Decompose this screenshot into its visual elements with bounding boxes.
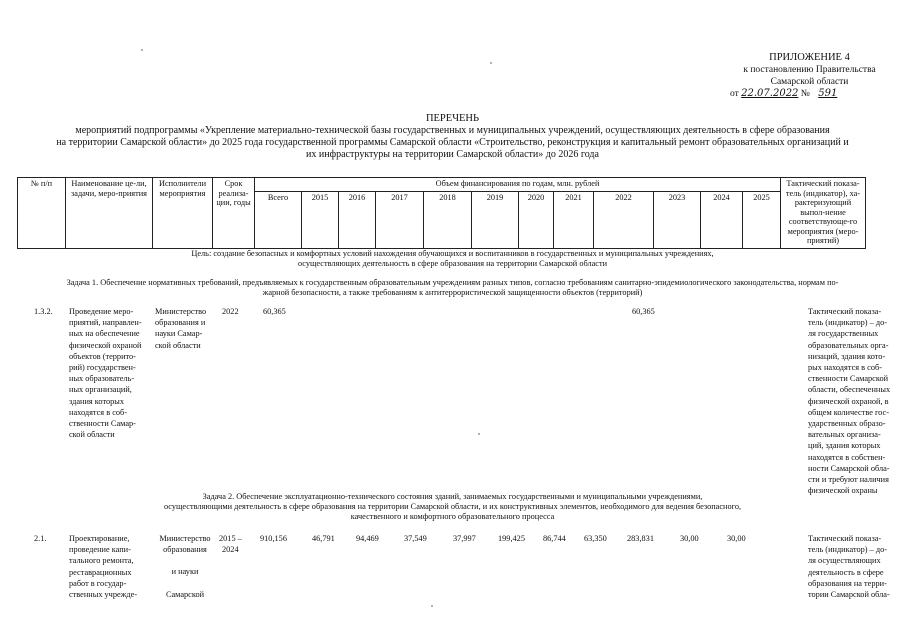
- col-year: 2019: [472, 191, 519, 248]
- row-2-1-value: 30,00: [727, 534, 746, 543]
- name-line: Проведение меро-: [69, 307, 134, 316]
- row-2-1-value: 283,831: [627, 534, 654, 543]
- col-name: Наименование це-ли, задачи, меро-приятия: [66, 178, 153, 249]
- goal-line1: Цель: создание безопасных и комфортных условий нахождения обучающихся и воспитанников в государственных и муниципальных учреждениях,: [191, 249, 714, 258]
- task1-line2: жарной безопасности, а также требованиям к антитеррористической защищенности объектов (территорий): [262, 288, 643, 297]
- goal-line2: осуществляющих деятельность в сфере образования на территории Самарской области: [297, 259, 608, 268]
- indicator-line: ля государственных: [808, 329, 879, 339]
- row-1-3-2-total: 60,365: [263, 307, 286, 316]
- row-1-3-2-indicator: [808, 306, 903, 496]
- indicator-line: вательных организа-: [808, 430, 881, 440]
- indicator-line: деятельность в сфере: [808, 567, 884, 577]
- col-indicator: Тактический показа-тель (индикатор), ха-рактеризующий выпол-нение соответствующе-го мероприятия (меро-приятий): [781, 178, 866, 249]
- col-year: 2017: [376, 191, 424, 248]
- indicator-line: образования на терри-: [808, 578, 887, 588]
- name-line: Проектирование,: [69, 534, 130, 543]
- indicator-line: общем количестве гос-: [808, 407, 889, 417]
- indicator-line: тории Самарской обла-: [808, 590, 890, 600]
- row-2-1-num: 2.1.: [34, 534, 47, 543]
- row-2-1-value: 199,425: [498, 534, 525, 543]
- col-year: 2022: [594, 191, 654, 248]
- col-year: 2018: [424, 191, 472, 248]
- indicator-line: низаций, здания кото-: [808, 351, 886, 361]
- col-year: 2015: [302, 191, 339, 248]
- indicator-line: области, обеспеченных: [808, 385, 891, 395]
- name-line: находятся в соб-: [69, 407, 128, 417]
- indicator-line: сти и требуют наличия: [808, 475, 889, 485]
- appendix-signature-line: [722, 88, 897, 100]
- row-2-1-executor: [155, 533, 215, 600]
- indicator-line: тель (индикатор) – до-: [808, 318, 887, 328]
- row-2-1-value: 86,744: [543, 534, 566, 543]
- name-line: ных на обеспечение: [69, 329, 140, 339]
- row-1-3-2-executor: [155, 306, 215, 351]
- task2-text: [0, 492, 905, 522]
- executor-line: ской области: [155, 340, 201, 350]
- executor-line: Самарской: [165, 589, 205, 599]
- executor-line: науки Самар-: [155, 329, 203, 339]
- task2-line1: Задача 2. Обеспечение эксплуатационно-технического состояния зданий, занимаемых государственными и муниципальными учреждениями,: [202, 492, 703, 501]
- indicator-line: рых находятся в соб-: [808, 363, 882, 373]
- name-line: приятий, направлен-: [69, 318, 142, 328]
- executor-line: [155, 555, 215, 566]
- appendix-line2: Самарской области: [770, 77, 849, 87]
- title-line1: мероприятий подпрограммы «Укрепление материально-технической базы государственных и муниципальных учреждений, осуществляющих деятельность в сфере образования: [75, 125, 830, 136]
- indicator-line: ля осуществляющих: [808, 556, 881, 566]
- name-line: ных организаций,: [69, 385, 132, 395]
- col-num: № п/п: [18, 178, 66, 249]
- row-2-1-total: 910,156: [260, 534, 287, 543]
- period-line: 2015 –: [219, 534, 242, 543]
- handwritten-date: 22.07.2022: [741, 88, 799, 99]
- goal-text: [0, 249, 905, 269]
- scan-speck: [431, 605, 433, 607]
- col-year: 2024: [701, 191, 743, 248]
- name-line: физической охраной: [69, 340, 142, 350]
- col-year: 2020: [519, 191, 554, 248]
- title-heading: ПЕРЕЧЕНЬ: [425, 113, 480, 124]
- row-1-3-2-period: 2022: [222, 307, 239, 316]
- name-line: ственности Самар-: [69, 419, 136, 429]
- handwritten-number: 591: [818, 88, 838, 99]
- row-2-1-name: [69, 533, 159, 600]
- col-year: 2023: [654, 191, 701, 248]
- task1-text: [0, 278, 905, 298]
- scan-speck: [141, 49, 143, 51]
- col-executors: Исполнители мероприятия: [153, 178, 213, 249]
- task2-line2: осуществляющими деятельность в сфере образования на территории Самарской области, и их конструктивных элементов, необходимого для ведения безопасного,: [163, 502, 742, 511]
- col-year: 2025: [743, 191, 781, 248]
- indicator-line: образовательных орга-: [808, 340, 889, 350]
- name-line: тального ремонта,: [69, 556, 134, 566]
- row-2-1-value: 37,997: [453, 534, 476, 543]
- name-line: работ в государ-: [69, 578, 127, 588]
- row-1-3-2-y2022: 60,365: [632, 307, 655, 316]
- scan-speck: [478, 433, 480, 435]
- name-line: ных образователь-: [69, 374, 135, 384]
- row-2-1-indicator: [808, 533, 903, 600]
- executor-line: [155, 578, 215, 589]
- name-line: объектов (террито-: [69, 351, 136, 361]
- table-header: [17, 177, 866, 249]
- title-line3: их инфраструктуры на территории Самарской области» до 2026 года: [306, 149, 599, 160]
- name-line: проведение капи-: [69, 545, 131, 555]
- indicator-line: Тактический показа-: [808, 534, 882, 543]
- col-period: Срок реализа-ции, годы: [213, 178, 255, 249]
- indicator-line: Тактический показа-: [808, 307, 882, 316]
- period-line: 2024: [222, 545, 239, 555]
- appendix-block: [722, 52, 897, 100]
- row-2-1-period: [219, 533, 242, 555]
- task2-line3: качественного и комфортного образовательного процесса: [350, 512, 555, 521]
- executor-line: Министерство: [155, 307, 207, 316]
- appendix-title: ПРИЛОЖЕНИЕ 4: [769, 52, 850, 63]
- col-year: 2021: [554, 191, 594, 248]
- row-2-1-value: 37,549: [404, 534, 427, 543]
- executor-line: и науки: [171, 567, 199, 577]
- appendix-line1: к постановлению Правительства: [743, 65, 876, 75]
- executor-line: образования: [163, 545, 207, 555]
- indicator-line: находятся в собствен-: [808, 452, 886, 462]
- task1-line1: Задача 1. Обеспечение нормативных требований, предъявляемых к государственным образовательным учреждениям разных типов, согласно требованиям санитарно-эпидемиологического законодательства, нормам по-: [66, 278, 839, 287]
- name-line: ской области: [69, 430, 115, 440]
- name-line: реставрационных: [69, 567, 132, 577]
- name-line: ственных учрежде-: [69, 590, 138, 600]
- scan-speck: [490, 62, 492, 64]
- executor-line: Министерство: [159, 534, 211, 543]
- from-label: от: [730, 89, 739, 99]
- name-line: рий) государствен-: [69, 363, 136, 373]
- indicator-line: тель (индикатор) – до-: [808, 545, 887, 555]
- indicator-line: ций, здания которых: [808, 441, 881, 451]
- indicator-line: ударственных образо-: [808, 419, 886, 429]
- indicator-line: ности Самарской обла-: [808, 463, 890, 473]
- indicator-line: ственности Самарской: [808, 374, 889, 384]
- document-title: [0, 113, 905, 161]
- name-line: здания которых: [69, 396, 124, 406]
- number-label: №: [800, 89, 810, 99]
- col-funding: Объем финансирования по годам, млн. рублей: [255, 178, 781, 192]
- row-1-3-2-num: 1.3.2.: [34, 307, 53, 316]
- col-year: 2016: [339, 191, 376, 248]
- col-total: Всего: [255, 191, 302, 248]
- executor-line: образования и: [155, 318, 206, 328]
- row-2-1-value: 63,350: [584, 534, 607, 543]
- indicator-line: физической охраной, в: [808, 396, 889, 406]
- title-line2: на территории Самарской области» до 2025 года государственной программы Самарской области «Строительство, реконструкция и капитальный ремонт образовательных организаций и: [56, 137, 849, 148]
- row-2-1-value: 30,00: [680, 534, 699, 543]
- indicator-line: физической охраны: [808, 486, 878, 496]
- row-2-1-value: 94,469: [356, 534, 379, 543]
- row-1-3-2-name: [69, 306, 159, 440]
- row-2-1-value: 46,791: [312, 534, 335, 543]
